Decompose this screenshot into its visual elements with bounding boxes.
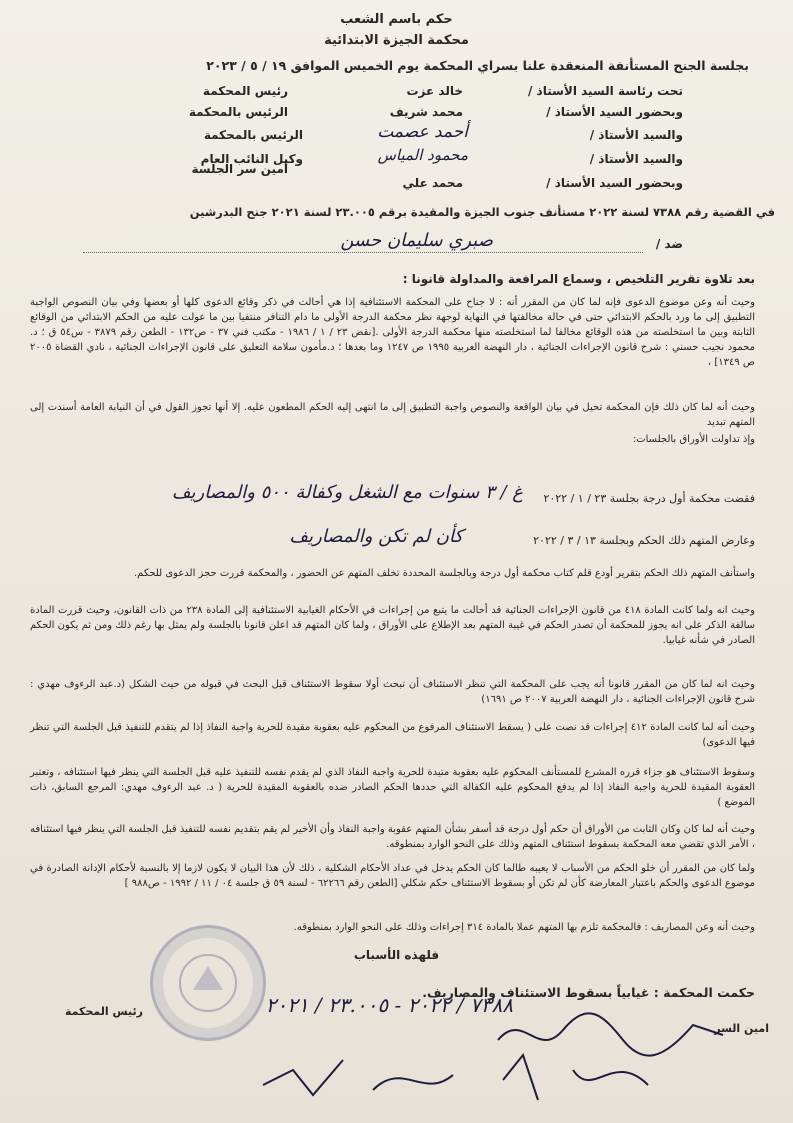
panel-title: رئيس المحكمة <box>202 84 288 98</box>
panel-title: أمين سر الجلسة <box>191 162 288 176</box>
seal-emblem-icon <box>153 928 263 1038</box>
header-line-1: حكم باسم الشعب <box>340 12 453 27</box>
stamp-case-number-handwritten: ٧٣٨٨ / ٢٠٢٢ - ٢٣.٠٠٥ / ٢٠٢١ <box>265 993 513 1017</box>
dotted-underline <box>83 252 643 253</box>
defendant-name-handwritten: صبري سليمان حسن <box>340 230 493 251</box>
panel-role: والسيد الأستاذ / <box>589 152 683 166</box>
president-label: رئيس المحكمة <box>65 1005 143 1018</box>
case-number-line: في القضية رقم ٧٣٨٨ لسنة ٢٠٢٢ مستأنف جنوب الجيزة والمقيدة برقم ٢٣.٠٠٥ لسنة ٢٠٢١ جنح البدرشين <box>189 205 775 219</box>
panel-title: وكيل النائب العام <box>200 152 303 166</box>
panel-role: وبحضور السيد الأستاذ / <box>546 176 683 190</box>
paragraph-10: ولما كان من المقرر أن خلو الحكم من الأسباب لا يعيبه طالما كان الحكم يدخل في عداد الأحكام الشكلية ، ذلك لأن هذا البيان لا يكون لازما إلا بالنسبة لأحكام الإدانة الصادرة في موضوع الدعوى والحكم باعتبار المعارضة كأن لم تكن أو بسقوط الاستئناف حكم شكلي [الطعن رقم ٦٢٢٦٦ - لسنة ٥٩ ق جلسة ٠٤ / ١١ / ١٩٩٢ - ص٩٨٨ ] <box>30 863 755 889</box>
against-label: ضد / <box>655 237 683 251</box>
panel-name-handwritten: أحمد عصمت <box>377 122 468 142</box>
header-line-2: محكمة الجيزة الابتدائية <box>324 33 469 48</box>
panel-title: الرئيس بالمحكمة <box>203 128 303 142</box>
ruling-2-handwritten: كأن لم تكن والمصاريف <box>289 526 463 547</box>
session-line: بجلسة الجنح المستأنفة المنعقدة علنا بسراي المحكمة يوم الخميس الموافق ١٩ / ٥ / ٢٠٢٣ <box>206 58 749 73</box>
judges-signatures-icon <box>253 1040 673 1115</box>
paragraph-8: وسقوط الاستئناف هو جزاء قرره المشرع للمستأنف المحكوم عليه بعقوبة متيدة للحرية واجبة النفاذ الذي لم يقدم نفسه للتنفيذ عليه قبل الجلسة التي ينظر فيها استئنافه ، وتعتبر العقوبة المقيدة للحرية واجبة النفاذ إذا لم يدفع المحكوم عليه الكفالة التي حددها الحكم الصادر ضده بالعقوبة المقيدة للحرية ( د. عبد الرءوف مهدي: المرجع السابق، ذات الموضع ) <box>30 767 755 808</box>
panel-role: وبحضور السيد الأستاذ / <box>546 105 683 119</box>
ruling-1-handwritten: غ / ٣ سنوات مع الشغل وكفالة ٥٠٠ والمصاريف <box>171 482 523 503</box>
paragraph-5: وحيث انه ولما كانت المادة ٤١٨ من قانون الإجراءات الجنائية قد أحالت ما يتبع من إجراءات في الأحكام الغيابية الاستئنافية إلى المادة ٢٣٨ من ذات القانون، وحيث قررت المادة سالفة الذكر على انه يجوز للمحكمة أن تصدر الحكم في غيبة المتهم بعد الإطلاع على الأوراق ، ولما كان المتهم قد اعلن قانونا بالجلسة ولم يمثل بها رغم ذلك ومن ثم يكون الحكم الصادر في شأنه غيابيا. <box>30 605 756 646</box>
paragraph-2: وحيث أنه لما كان ذلك فإن المحكمة تحيل في بيان الواقعة والنصوص واجبة التطبيق إلى ما انتهى إليه الحكم المطعون عليه. إلا أنها تجوز القول في أن النيابة العامة أسندت إلى المتهم تبديد <box>30 402 755 428</box>
paragraph-9: وحيث أنه لما كان وكان الثابت من الأوراق أن حكم أول درجة قد أسفر بشأن المتهم عقوبة واجبة النفاذ وأن الأخير لم يقم بتقديم نفسه للتنفيذ قبل الجلسة التي ينظر فيها استئنافه ، الأمر الذي تقضي معه المحكمة بسقوط استئناف المتهم وذلك على النحو الوارد بمنطوقه. <box>30 824 755 850</box>
secretary-label: امين السر <box>714 1022 769 1035</box>
paragraph-6: وحيث انه لما كان من المقرر قانونا أنه يجب على المحكمة التي تنظر الاستئناف أن تبحث أولا سقوط الاستئناف قبل البحث في قبوله من حيث الشكل (د.عبد الرءوف مهدي : شرح قانون الإجراءات الجنائية ، دار النهضة العربية ٢٠٠٧ ص ١٦٩١) <box>30 679 755 705</box>
panel-title: الرئيس بالمحكمة <box>188 105 288 119</box>
panel-name: خالد عزت <box>406 84 463 98</box>
intro-line: بعد تلاوة تقرير التلخيص ، وسماع المرافعة والمداولة قانونا : <box>402 272 755 286</box>
panel-name: محمد علي <box>402 176 463 190</box>
verdict-line: حكمت المحكمة : غيابياً بسقوط الاستئناف والمصاريف. <box>422 985 755 1000</box>
paragraph-11: وحيث أنه وعن المصاريف : فالمحكمة تلزم بها المتهم عملا بالمادة ٣١٤ إجراءات وذلك على النحو الوارد بمنطوقه. <box>293 922 755 933</box>
reasons-title: فلهذه الأسباب <box>353 948 440 962</box>
paragraph-3: وإذ تداولت الأوراق بالجلسات: <box>632 434 755 445</box>
ruling-2-label: وعارض المتهم ذلك الحكم وبجلسة ١٣ / ٣ / ٢٠٢٢ <box>533 534 755 547</box>
ruling-1-label: فقضت محكمة أول درجة بجلسة ٢٣ / ١ / ٢٠٢٢ <box>543 492 755 505</box>
panel-name-handwritten: محمود المياس <box>377 146 468 164</box>
paragraph-7: وحيث أنه لما كانت المادة ٤١٢ إجراءات قد نصت على ( يسقط الاستئناف المرفوع من المحكوم عليه بعقوبة مقيدة للحرية واجبة النفاذ إذا لم يتقدم للتنفيذ قبل الجلسة التي تنظر فيها الدعوى) <box>30 722 755 748</box>
panel-name: محمد شريف <box>389 105 463 119</box>
panel-role: والسيد الأستاذ / <box>589 128 683 142</box>
panel-role: تحت رئاسة السيد الأستاذ / <box>527 84 683 98</box>
paragraph-4: واستأنف المتهم ذلك الحكم بتقرير أودع قلم كتاب محكمة أول درجة وبالجلسة المحددة تخلف المتهم عن الحضور ، والمحكمة قررت حجز الدعوى للحكم. <box>133 568 755 579</box>
paragraph-1: وحيث أنه وعن موضوع الدعوى فإنه لما كان من المقرر أنه : لا جناح على المحكمة الاستئنافية إذا هي أحالت في ذكر وقائع الدعوى كلها أو بعضها وفي بيان النصوص الواجبة التطبيق إلى ما ورد بالحكم الابتدائي حتى في حالة مخالفتها في النهاية لوجهة نظر محكمة الدرجة الأولى ما دام التنافر منتفيا بين ما عولت عليه من الحكم الابتدائي من الوقائع الثابتة وبين ما استخلصته من هذه الوقائع مخالفا لما استخلصته منها محكمة الدرجة الأولى .[نقض ٢٣ / ١ / ١٩٨٦ - مكتب فني ٣٧ - ص١٣٢ - الطعن رقم ٣٨٧٩ - س٥٤ ق ؛ د. محمود نجيب حسني : شرح قانون الإجراءات الجنائية ، دار النهضة العربية ١٩٩٥ ص ١٢٤٧ وما بعدها ؛ د.مأمون سلامة التعليق على قانون الإجراءات الجنائية ، نادي القضاة ٢٠٠٥ ص ١٣٤٩] ، <box>30 297 755 368</box>
court-seal <box>150 925 266 1041</box>
